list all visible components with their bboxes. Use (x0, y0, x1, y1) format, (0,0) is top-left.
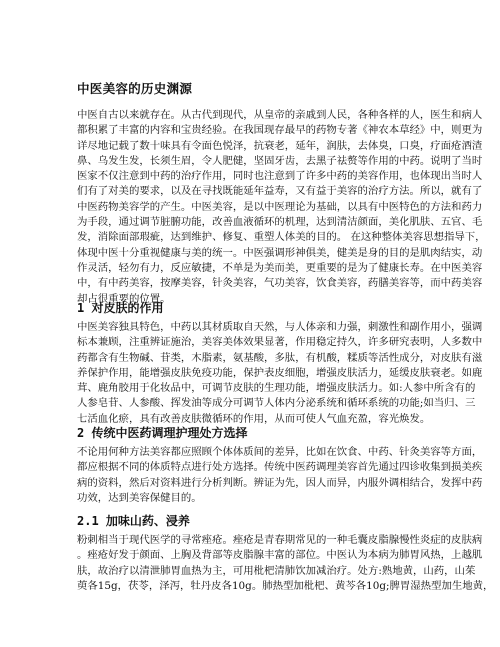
text-line: 功效，达到美容保健目的。 (77, 491, 202, 504)
text-line: 却占很重要的位置。 (77, 292, 171, 305)
text-line: 茸、鹿角胶用于化妆品中，可调节皮肤的生理功能，增强皮肤活力。如:人参中所含有的 (77, 382, 476, 395)
text-line: 人参皂苷、人参酸、挥发油等成分可调节人体内分泌系统和循环系统的功能;如当归、三 (77, 397, 476, 410)
intro-paragraph (77, 108, 486, 307)
section-paragraph (77, 320, 483, 427)
text-line: 发，消除面部瑕疵，达到维护、修复、重塑人体美的目的。 在这种整体美容思想指导下， (77, 231, 486, 244)
text-line: 标本兼顾，注重辨证施治，美容美体效果显著，作用稳定持久，许多研究表明，人多数中 (77, 336, 483, 349)
text-line: 都积累了丰富的内容和宝贵经验。在我国现存最早的药物专著《神农本草经》中，则更为 (77, 124, 483, 137)
text-line: 中医美容独具特色，中药以其材质取自天然，与人体亲和力强，刺激性和副作用小，强调 (77, 321, 483, 333)
text-line: 作灵活，轻勿有力，反应敏捷，不单是为美而美，更重要的是为了健康长寿。在中医美容 (77, 261, 483, 274)
section-heading: 1 对皮肤的作用 (77, 301, 164, 315)
text-line: 都应根据不同的体质特点进行处方选择。传统中医药调理美容首先通过四诊收集到损美疾 (77, 461, 483, 474)
text-line: 为手段，通过调节脏腑功能，改善血液循环的机理，达到清洁颜面，美化肌肤、五官、毛 (77, 216, 483, 229)
text-line: 中医药物美容学的产生。中医美容，是以中医理论为基础，以具有中医特色的方法和药力 (77, 200, 483, 213)
text-line: 医家不仅注意到中药的治疗作用，同时也注意到了许多中药的美容作用，也体现出当时人 (77, 170, 483, 183)
text-line: 不论用何种方法美容都应照顾个体体质间的差异，比如在饮食、中药、针灸美容等方面， (77, 446, 483, 458)
text-line: 体现中医十分重视健康与美的统一。中医强调形神俱美，健美是身的目的是肌肉结实，动 (77, 246, 483, 259)
document-title: 中医美容的历史渊源 (77, 81, 193, 96)
text-line: 肤，故治疗以清泄肺胃血热为主，可用枇杷清肺饮加减治疗。处方:熟地黄，山药，山茱 (77, 564, 476, 577)
text-line: 粉刺相当于现代医学的寻常痤疮。痤疮是青春期常见的一种毛囊皮脂腺慢性炎症的皮肤病 (77, 534, 483, 546)
section-heading: 2 传统中医药调理护理处方选择 (77, 426, 248, 440)
text-line: 中医自古以来就存在。从古代到现代，从皇帝的亲戚到人民，各种各样的人，医生和病人 (77, 109, 483, 121)
text-line: 药都含有生物碱、苷类，木脂素，氨基酸，多肽，有机酸，糅质等活性成分，对皮肤有滋 (77, 351, 483, 364)
text-line: 。痤疮好发于颜面、上胸及背部等皮脂腺丰富的部位。中医认为本病为肺胃风热，上越肌 (77, 549, 483, 562)
text-line: 们有了对美的要求，以及在寻找既能延年益寿，又有益于美容的治疗方法。所以，就有了 (77, 185, 483, 198)
text-line: 病的资料，然后对资料进行分析判断。辨证为先，因人而异，内服外调相结合，发挥中药 (77, 476, 483, 489)
text-line: 鼻、乌发生发，长须生眉，令人肥健，坚固牙齿，去黑子祛赘等作用的中药。说明了当时 (77, 154, 483, 167)
text-line: 七活血化瘀，具有改善皮肤微循环的作用，从而可使人气血充盈，容光焕发。 (77, 412, 431, 425)
text-line: 中，有中药美容，按摩美容，针灸美容，气功美容，饮食美容，药膳美容等，而中药美容 (77, 277, 483, 290)
text-line: 养保护作用，能增强皮肤免疫功能，保护表皮细胞，增强皮肤活力，延缓皮肤衰老。如鹿 (77, 366, 483, 379)
section-paragraph (77, 533, 494, 594)
subsection-heading: 2.1 加味山药、浸养 (77, 514, 190, 528)
text-line: 萸各15g，茯苓，泽泻，牡丹皮各10g。肺热型加枇杷、黄芩各10g;脾胃湿热型加生地黄， (77, 579, 494, 592)
section-paragraph (77, 445, 483, 506)
text-line: 详尽地记载了数十味具有令面色悦泽，抗衰老，延年，润肤，去体臭，口臭，疗面疮酒渣 (77, 139, 483, 152)
